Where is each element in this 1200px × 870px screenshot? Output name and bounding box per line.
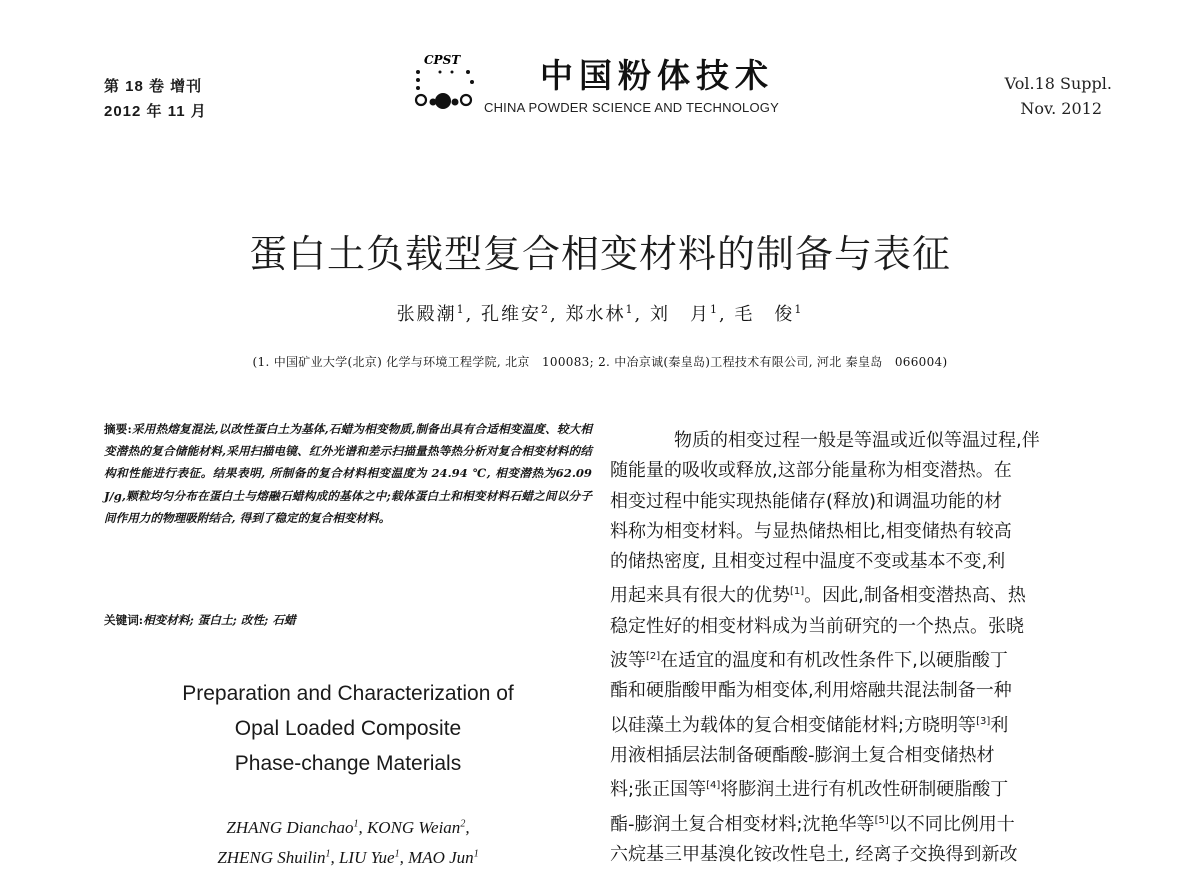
author-affiliation-mark: 1 — [794, 303, 804, 316]
author-affiliation-mark: 1 — [473, 848, 479, 860]
author-affiliation-mark: 1 — [456, 303, 466, 316]
body-line: 六烷基三甲基溴化铵改性皂土, 经离子交换得到新改 — [610, 843, 1018, 865]
publication-date-cn: 2012 年 11 月 — [104, 103, 207, 120]
body-line: 随能量的吸收或释放,这部分能量称为相变潜热。在 — [610, 460, 1012, 482]
abstract-label: 摘要: — [104, 422, 132, 436]
citation-mark: [3] — [976, 715, 991, 727]
author-affiliation-mark: 1 — [325, 848, 331, 860]
abstract-text: 采用热熔复混法,以改性蛋白土为基体,石蜡为相变物质,制备出具有合适相变温度、较大相变潜热的复合储能材料,采用扫描电镜、红外光谱和差示扫描量热等热分析对复合相变材料的结构和性能进行表征。结果表明, 所制备的复合材料相变温度为 24.94 ℃, 相变潜热为62.09 J/g,颗粒均匀分布在蛋白土与熔融石蜡构成的基体之中;载体蛋白土和相变材料石蜡之间以分子间作用力的物理吸附结合, 得到了稳定的复合相变材料。 — [104, 422, 592, 525]
abstract — [104, 418, 592, 529]
author-affiliation-mark: 1 — [353, 818, 359, 830]
body-line: 物质的相变过程一般是等温或近似等温过程,伴 — [674, 430, 1040, 451]
body-line: 料;张正国等[4]将膨润土进行有机改性研制硬脂酸丁 — [610, 779, 1009, 801]
body-line: 波等[2]在适宜的温度和有机改性条件下,以硬脂酸丁 — [610, 650, 1008, 672]
body-line: 用起来具有很大的优势[1]。因此,制备相变潜热高、热 — [610, 585, 1026, 607]
citation-mark: [2] — [646, 651, 661, 663]
body-line: 料称为相变材料。与显热储热相比,相变储热有较高 — [610, 520, 1012, 542]
author-affiliation-mark: 1 — [709, 303, 719, 316]
author-name: ZHENG Shuilin — [217, 848, 326, 867]
body-line: 的储热密度, 且相变过程中温度不变或基本不变,利 — [610, 551, 1006, 573]
author-name: MAO Jun — [408, 848, 474, 867]
volume-issue: 第 18 卷 增刊 — [104, 78, 203, 95]
journal-title-cn: 中国粉体技术 — [540, 56, 774, 95]
body-line: 稳定性好的相变材料成为当前研究的一个热点。张晓 — [610, 615, 1024, 637]
author-name: 张殿潮 — [396, 304, 457, 325]
volume-issue-en: Vol.18 Suppl. — [1004, 74, 1112, 93]
citation-mark: [1] — [790, 586, 805, 598]
article-title-en — [104, 676, 592, 781]
body-line: 相变过程中能实现热能储存(释放)和调温功能的材 — [610, 490, 1003, 512]
journal-title-en: CHINA POWDER SCIENCE AND TECHNOLOGY — [484, 100, 779, 115]
title-en-line: Phase-change Materials — [234, 752, 462, 775]
citation-mark: [5] — [874, 814, 889, 826]
body-line: 酯-膨润土复合相变材料;沈艳华等[5]以不同比例用十 — [610, 813, 1015, 835]
author-name: 刘 月 — [649, 304, 710, 325]
publication-date-en: Nov. 2012 — [1020, 99, 1102, 118]
citation-mark: [4] — [706, 780, 721, 792]
title-en-line: Opal Loaded Composite — [234, 717, 462, 740]
journal-logo — [412, 48, 482, 112]
body-text — [610, 426, 1126, 870]
keywords — [104, 612, 592, 628]
affiliations-cn: (1. 中国矿业大学(北京) 化学与环境工程学院, 北京 100083; 2. 中冶京诚(秦皇岛)工程技术有限公司, 河北 秦皇岛 066004) — [252, 355, 948, 369]
author-list-cn: 张殿潮$^1$, 孔维安$^2$, 郑水林$^1$, 刘 月$^1$, 毛 俊$^1$ — [396, 303, 804, 325]
author-name: ZHANG Dianchao — [226, 818, 354, 837]
author-affiliation-mark: 1 — [394, 848, 400, 860]
author-name: 毛 俊 — [734, 304, 795, 325]
body-line: 用液相插层法制备硬酯酸-膨润土复合相变储热材 — [610, 744, 995, 766]
article-title-cn: 蛋白土负载型复合相变材料的制备与表征 — [248, 232, 951, 276]
title-en-line: Preparation and Characterization of — [182, 682, 514, 705]
author-affiliation-mark: 1 — [625, 303, 635, 316]
author-list-en-line1: ZHANG Dianchao$^1$, KONG Weian$^2$, — [226, 818, 470, 837]
author-name: KONG Weian — [366, 818, 461, 837]
body-line: 以硅藻土为载体的复合相变储能材料;方晓明等[3]利 — [610, 714, 1009, 736]
logo-lettering: CPST — [424, 53, 461, 67]
author-name: LIU Yue — [338, 848, 395, 867]
author-affiliation-mark: 2 — [460, 818, 466, 830]
keywords-label: 关键词: — [104, 613, 144, 627]
author-list-en-line2: ZHENG Shuilin$^1$, LIU Yue$^1$, MAO Jun$^1$ — [217, 848, 479, 867]
author-name: 郑水林 — [565, 304, 626, 325]
body-line: 酯和硬脂酸甲酯为相变体,利用熔融共混法制备一种 — [610, 680, 1012, 702]
author-affiliation-mark: 2 — [541, 303, 551, 316]
keywords-text: 相变材料; 蛋白土; 改性; 石蜡 — [143, 613, 296, 627]
author-name: 孔维安 — [481, 304, 542, 325]
